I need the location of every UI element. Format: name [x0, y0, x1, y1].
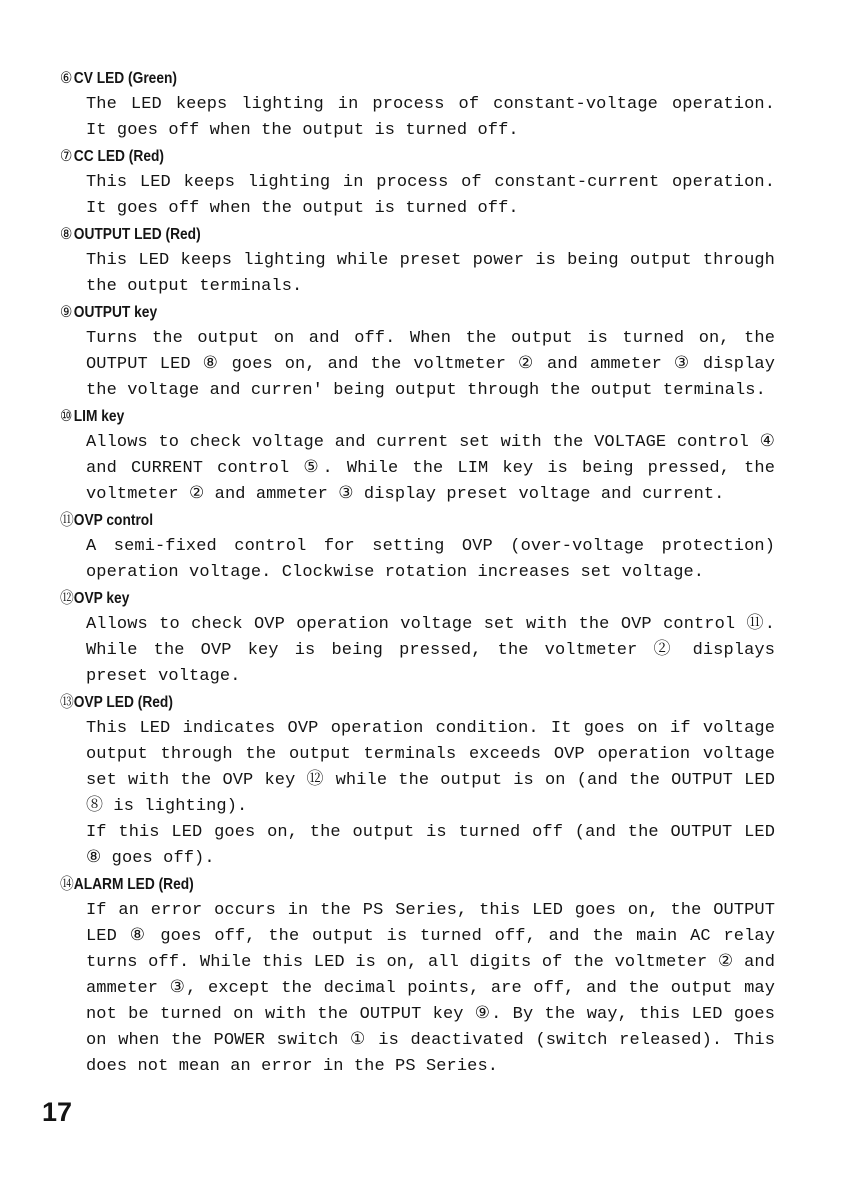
item-number: ⑬ [60, 694, 74, 711]
entry-heading [60, 404, 675, 430]
entry-heading [60, 508, 675, 534]
item-title: CC LED (Red) [73, 148, 164, 165]
entry-heading [60, 872, 675, 898]
item-number: ⑧ [60, 226, 73, 243]
entry-heading [60, 586, 675, 612]
item-number: ⑦ [60, 148, 73, 165]
item-title: ALARM LED (Red) [73, 876, 194, 893]
item-number: ⑩ [60, 408, 73, 425]
entry-description: This LED keeps lighting in process of constant-current operation. It goes off when the output is turned off. [86, 173, 775, 218]
item-title: OVP LED (Red) [73, 694, 173, 711]
entry-ovp-control [60, 508, 775, 586]
entry-description: A semi-fixed control for setting OVP (over-voltage protection) operation voltage. Clockwise rotation increases set voltage. [86, 537, 775, 582]
entry-description: Allows to check OVP operation voltage set with the OVP control ⑪. While the OVP key is being pressed, the voltmeter ② displays preset voltage. [86, 615, 775, 686]
item-title: OVP key [73, 590, 130, 607]
entry-description: Turns the output on and off. When the output is turned on, the OUTPUT LED ⑧ goes on, and the voltmeter ② and ammeter ③ display the voltage and curren' being output through the output terminals. [86, 329, 775, 400]
entry-alarm-led [60, 872, 775, 1080]
item-number: ⑭ [60, 876, 74, 893]
entry-description: This LED keeps lighting while preset power is being output through the output terminals. [86, 251, 775, 296]
item-title: OUTPUT key [73, 304, 158, 321]
entry-lim-key [60, 404, 775, 508]
item-number: ⑪ [60, 512, 74, 529]
item-number: ⑫ [60, 590, 74, 607]
entry-heading [60, 690, 675, 716]
entry-heading [60, 300, 675, 326]
item-number: ⑥ [60, 70, 73, 87]
item-title: OVP control [73, 512, 154, 529]
entry-heading [60, 144, 675, 170]
item-title: LIM key [73, 408, 125, 425]
entry-cv-led [60, 66, 775, 144]
entry-description: Allows to check voltage and current set with the VOLTAGE control ④ and CURRENT control ⑤. While the LIM key is being pressed, the voltmeter ② and ammeter ③ display preset voltage and current. [86, 433, 775, 504]
content-area [60, 66, 775, 1080]
entry-ovp-key [60, 586, 775, 690]
entry-heading [60, 66, 675, 92]
item-title: OUTPUT LED (Red) [73, 226, 201, 243]
item-title: CV LED (Green) [73, 70, 177, 87]
entry-description: The LED keeps lighting in process of constant-voltage operation. It goes off when the output is turned off. [86, 95, 775, 140]
entry-output-key [60, 300, 775, 404]
entry-heading [60, 222, 675, 248]
entry-description: If this LED goes on, the output is turned off (and the OUTPUT LED ⑧ goes off). [86, 823, 775, 868]
item-number: ⑨ [60, 304, 73, 321]
page-number: 17 [42, 1097, 73, 1127]
entry-ovp-led [60, 690, 775, 872]
entry-description: This LED indicates OVP operation condition. It goes on if voltage output through the output terminals exceeds OVP operation voltage set with the OVP key ⑫ while the output is on (and the OUTPUT LED ⑧ is lighting). [86, 719, 775, 816]
entry-cc-led [60, 144, 775, 222]
entry-output-led [60, 222, 775, 300]
entry-description: If an error occurs in the PS Series, this LED goes on, the OUTPUT LED ⑧ goes off, the output is turned off, and the main AC relay turns off. While this LED is on, all digits of the voltmeter ② and ammeter ③, except the decimal points, are off, and the output may not be turned on with the OUTPUT key ⑨. By the way, this LED goes on when the POWER switch ① is deactivated (switch released). This does not mean an error in the PS Series. [86, 901, 775, 1076]
